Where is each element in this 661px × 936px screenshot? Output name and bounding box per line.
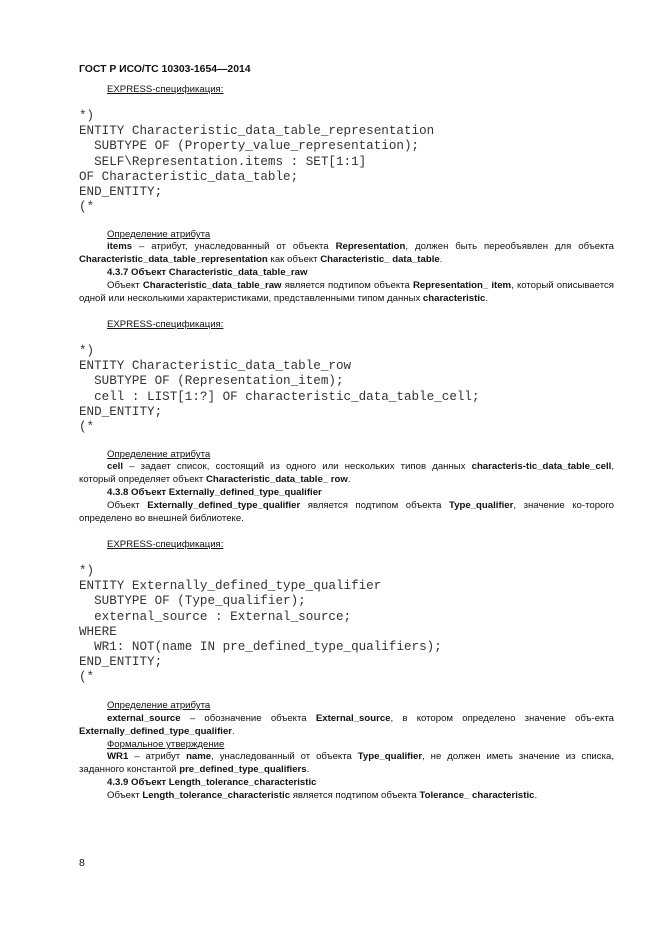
description-paragraph: Объект Characteristic_data_table_raw является подтипом объекта Representation_ item, который описывается одной или несколькими характеристиками, представленными типом данных characteristic. xyxy=(79,280,614,304)
description-paragraph: Объект Length_tolerance_characteristic является подтипом объекта Tolerance_ characteristic. xyxy=(107,790,538,801)
section-heading: 4.3.8 Объект Externally_defined_type_qualifier xyxy=(107,487,322,498)
express-spec-label: EXPRESS-спецификация: xyxy=(107,319,224,330)
formal-statement-paragraph: WR1 – атрибут name, унаследованный от объекта Type_qualifier, не должен иметь значение из списка, заданного константой pre_defined_type_qualifiers. xyxy=(79,751,614,775)
section-heading: 4.3.9 Объект Length_tolerance_characteristic xyxy=(107,777,317,788)
page-number: 8 xyxy=(79,858,85,869)
section-heading: 4.3.7 Объект Characteristic_data_table_raw xyxy=(107,267,308,278)
express-code-block: *) ENTITY Characteristic_data_table_row SUBTYPE OF (Representation_item); cell : LIST[1:?] OF characteristic_data_table_cell; END_ENTITY; (* xyxy=(79,344,480,435)
attribute-paragraph: external_source – обозначение объекта External_source, в котором определено значение объ-екта Externally_defined_type_qualifier. xyxy=(79,713,614,737)
attribute-definition-label: Определение атрибута xyxy=(107,229,211,240)
express-code-block: *) ENTITY Externally_defined_type_qualifier SUBTYPE OF (Type_qualifier); external_source : External_source; WHERE WR1: NOT(name IN pre_defined_type_qualifiers); END_ENTITY; (* xyxy=(79,564,442,685)
attribute-definition-label: Определение атрибута xyxy=(107,449,211,460)
description-paragraph: Объект Externally_defined_type_qualifier является подтипом объекта Type_qualifier, значение ко-торого определено во внешней библиотеке. xyxy=(79,500,614,524)
express-spec-label: EXPRESS-спецификация: xyxy=(107,539,224,550)
document-header: ГОСТ Р ИСО/ТС 10303-1654—2014 xyxy=(79,64,251,75)
attribute-paragraph: items – атрибут, унаследованный от объекта Representation, должен быть переобъявлен для объекта Characteristic_data_table_representation как объект Characteristic_ data_table. xyxy=(79,241,614,265)
attribute-definition-label: Определение атрибута xyxy=(107,700,211,711)
express-spec-label: EXPRESS-спецификация: xyxy=(107,84,224,95)
express-code-block: *) ENTITY Characteristic_data_table_representation SUBTYPE OF (Property_value_representation); SELF\Representation.items : SET[1:1] OF Characteristic_data_table; END_ENTITY; (* xyxy=(79,109,435,215)
attribute-paragraph: cell – задает список, состоящий из одного или нескольких типов данных characteris-tic_data_table_cell, который определяет объект Characteristic_data_table_ row. xyxy=(79,461,614,485)
formal-statement-label: Формальное утверждение xyxy=(107,739,225,750)
